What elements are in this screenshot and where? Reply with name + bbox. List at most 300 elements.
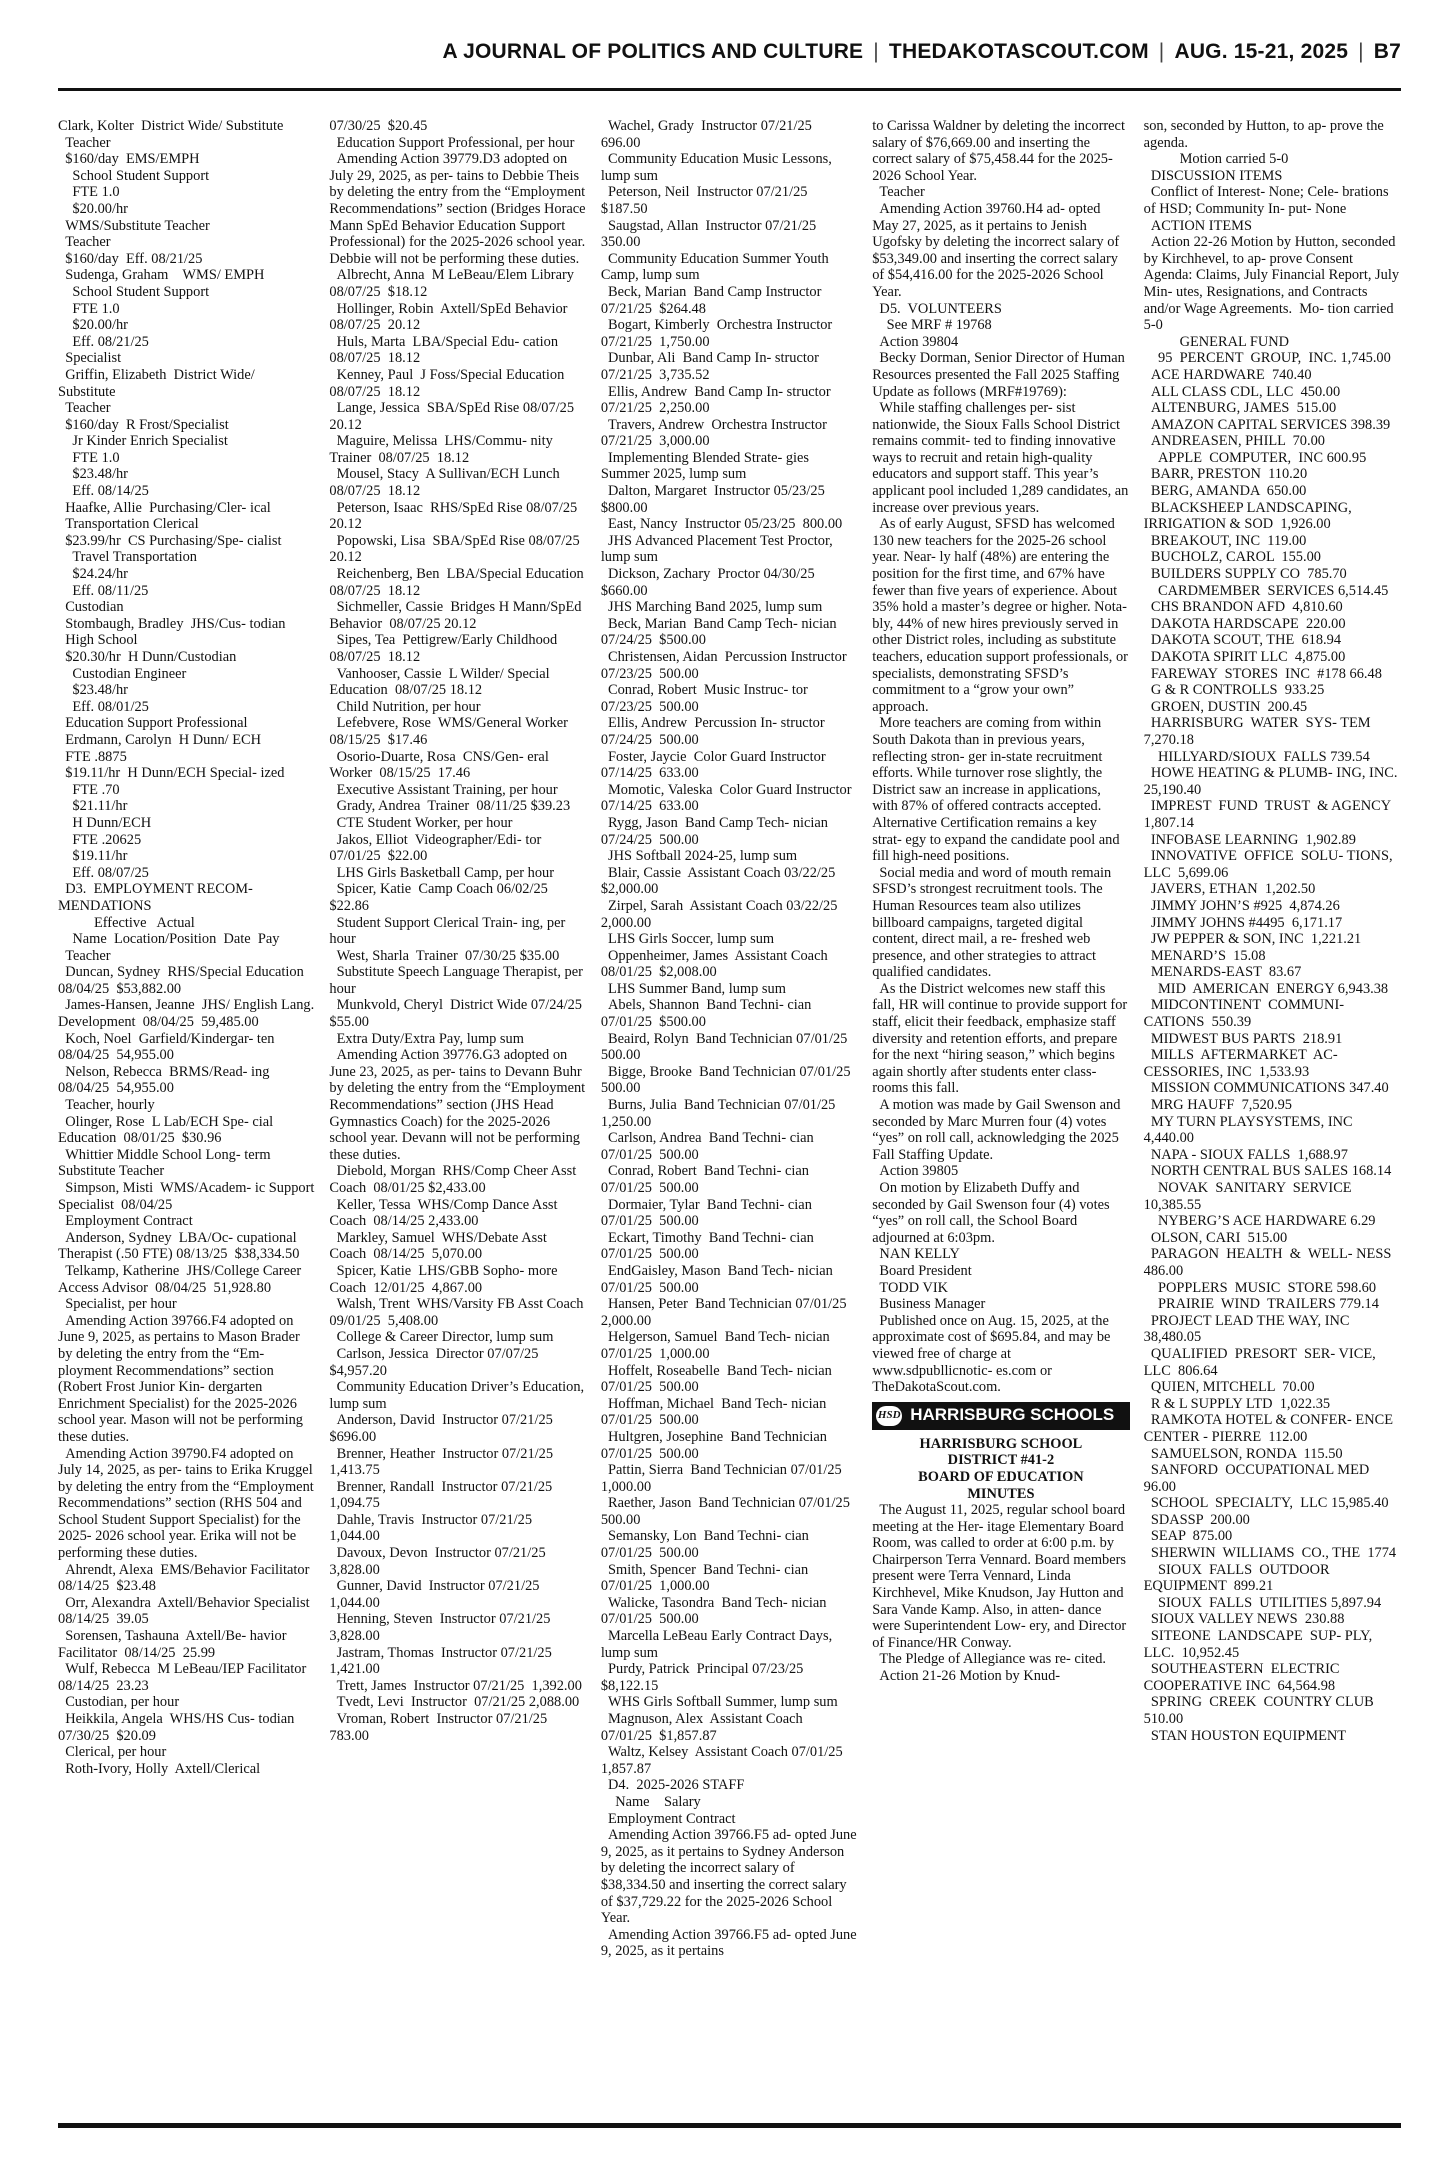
text-line: Carlson, Jessica Director 07/07/25 $4,957.20 <box>329 1345 546 1379</box>
text-line: QUIEN, MITCHELL 70.00 <box>1143 1379 1315 1396</box>
text-line: While staffing challenges per- sist nationwide, the Sioux Falls School District remains commit- ted to finding innovative ways to recruit and retain high-quality educators and support staff. This year’s applicant pool included 1,289 candidates, an increase over previous years. <box>872 400 1132 516</box>
heading-line: MINUTES <box>967 1485 1035 1502</box>
text-line: Spicer, Katie Camp Coach 06/02/25 $22.86 <box>329 881 556 914</box>
text-line: Beaird, Rolyn Band Technician 07/01/25 500.00 <box>600 1030 855 1064</box>
text-line: FTE .8875 <box>58 748 127 765</box>
text-line: MID AMERICAN ENERGY 6,943.38 <box>1143 980 1389 997</box>
logo-text: HARRISBURG SCHOOLS <box>910 1405 1115 1425</box>
text-line: Olinger, Rose L Lab/ECH Spe- cial Education 08/01/25 $30.96 <box>58 1113 277 1147</box>
text-line: SIOUX FALLS OUTDOOR EQUIPMENT 899.21 <box>1143 1561 1334 1595</box>
text-line: to Carissa Waldner by deleting the incorrect salary of $76,669.00 and inserting the correct salary of $75,458.44 for the 2025-2026 School Year. <box>872 118 1129 184</box>
text-line: Mousel, Stacy A Sullivan/ECH Lunch 08/07/25 18.12 <box>329 466 567 500</box>
text-line: Education Support Professional, per hour <box>329 134 575 151</box>
text-line: Executive Assistant Training, per hour <box>329 781 558 798</box>
text-line: College & Career Director, lump sum <box>329 1329 554 1346</box>
text-line: PARAGON HEALTH & WELL- NESS 486.00 <box>1143 1246 1399 1279</box>
text-line: Osorio-Duarte, Rosa CNS/Gen- eral Worker 08/15/25 17.46 <box>329 748 553 782</box>
text-line: H Dunn/ECH <box>58 814 152 831</box>
text-line: R & L SUPPLY LTD 1,022.35 <box>1143 1395 1331 1412</box>
text-line: G & R CONTROLLS 933.25 <box>1143 682 1325 699</box>
text-line: Specialist, per hour <box>58 1296 177 1313</box>
text-line: Abels, Shannon Band Techni- cian 07/01/25 $500.00 <box>600 997 819 1031</box>
text-line: JHS Softball 2024-25, lump sum <box>600 848 798 865</box>
text-line: 07/30/25 $20.45 <box>329 118 428 134</box>
text-line: MISSION COMMUNICATIONS 347.40 <box>1143 1080 1389 1097</box>
text-line: Action 22-26 Motion by Hutton, seconded by Kirchhevel, to ap- prove Consent Agenda: Claims, July Financial Report, July Min- utes, Resignations, and Contracts and/or Wage Agreements. Mo- tion carried 5-0 <box>1143 234 1403 334</box>
text-line: Wulf, Rebecca M LeBeau/IEP Facilitator 08/14/25 23.23 <box>58 1661 314 1694</box>
text-line: Child Nutrition, per hour <box>329 698 481 715</box>
text-line: LHS Girls Soccer, lump sum <box>600 931 775 948</box>
text-line: Nelson, Rebecca BRMS/Read- ing 08/04/25 54,955.00 <box>58 1063 277 1097</box>
text-line: Transportation Clerical <box>58 516 199 533</box>
text-line: School Student Support <box>58 167 210 184</box>
text-line: Sichmeller, Cassie Bridges H Mann/SpEd Behavior 08/07/25 20.12 <box>329 599 586 632</box>
text-line: MY TURN PLAYSYSTEMS, INC 4,440.00 <box>1143 1113 1357 1147</box>
text-line: Community Education Driver’s Education, lump sum <box>329 1379 588 1412</box>
text-line: Teacher <box>58 134 111 151</box>
text-line: GENERAL FUND <box>1143 333 1290 350</box>
text-line: Amending Action 39790.F4 adopted on July 14, 2025, as per- tains to Erika Kruggel by deleting the entry from the “Employment Recommendations” section (RHS 504 and School Student Support Specialist) for the 2025- 2026 school year. Erika will not be performing these duties. <box>58 1445 318 1562</box>
text-line: West, Sharla Trainer 07/30/25 $35.00 <box>329 947 560 964</box>
text-line: FTE .20625 <box>58 831 142 848</box>
text-line: As the District welcomes new staff this fall, HR will continue to provide support for staff, elicit their feedback, emphasize staff diversity and retention efforts, and prepare for the next “hiring season,” which begins again shortly after students enter class- rooms this fall. <box>872 980 1131 1097</box>
text-line: WHS Girls Softball Summer, lump sum <box>600 1694 838 1711</box>
columns <box>58 118 1405 2118</box>
text-line: Hultgren, Josephine Band Technician 07/01/25 500.00 <box>600 1428 835 1462</box>
text-line: BUILDERS SUPPLY CO 785.70 <box>1143 566 1347 583</box>
text-line: Koch, Noel Garfield/Kindergar- ten 08/04/25 54,955.00 <box>58 1030 282 1064</box>
column-3 <box>600 118 861 2118</box>
text-line: Name Location/Position Date Pay <box>58 931 280 948</box>
text-line: Davoux, Devon Instructor 07/21/25 3,828.00 <box>329 1545 553 1578</box>
text-line: Action 39804 <box>872 333 959 350</box>
text-line: Smith, Spencer Band Techni- cian 07/01/25 1,000.00 <box>600 1561 816 1595</box>
text-line: Eff. 08/07/25 <box>58 864 149 881</box>
text-line: $24.24/hr <box>58 566 128 583</box>
text-line: MENARD’S 15.08 <box>1143 947 1266 964</box>
text-line: $160/day R Frost/Specialist <box>58 416 229 433</box>
text-line: $20.30/hr H Dunn/Custodian <box>58 649 237 665</box>
text-line: NOVAK SANITARY SERVICE 10,385.55 <box>1143 1180 1356 1213</box>
text-line: Brenner, Randall Instructor 07/21/25 1,094.75 <box>329 1478 560 1512</box>
text-line: Spicer, Katie LHS/GBB Sopho- more Coach 12/01/25 4,867.00 <box>329 1262 562 1296</box>
text-line: Beck, Marian Band Camp Tech- nician 07/24/25 $500.00 <box>600 615 844 649</box>
text-line: Gunner, David Instructor 07/21/25 1,044.00 <box>329 1578 547 1611</box>
text-line: High School <box>58 632 138 649</box>
text-line: Custodian, per hour <box>58 1694 180 1711</box>
text-line: Action 21-26 Motion by Knud- <box>872 1668 1061 1685</box>
text-line: Clark, Kolter District Wide/ Substitute <box>58 118 284 134</box>
text-line: Diebold, Morgan RHS/Comp Cheer Asst Coach 08/01/25 $2,433.00 <box>329 1163 580 1196</box>
text-line: See MRF # 19768 <box>872 317 992 334</box>
text-line: D5. VOLUNTEERS <box>872 300 1002 317</box>
harrisburg-logo-bar <box>872 1402 1129 1430</box>
text-line: Clerical, per hour <box>58 1744 167 1761</box>
text-line: Dahle, Travis Instructor 07/21/25 1,044.00 <box>329 1511 540 1545</box>
text-line: Travel Transportation <box>58 549 197 566</box>
text-line: PROJECT LEAD THE WAY, INC 38,480.05 <box>1143 1312 1354 1346</box>
text-line: Foster, Jaycie Color Guard Instructor 07/14/25 633.00 <box>600 748 833 782</box>
text-line: Dormaier, Tylar Band Techni- cian 07/01/25 500.00 <box>600 1196 820 1230</box>
text-line: SANFORD OCCUPATIONAL MED 96.00 <box>1143 1462 1377 1495</box>
text-line: Dunbar, Ali Band Camp In- structor 07/21/25 3,735.52 <box>600 350 827 383</box>
text-line: Semansky, Lon Band Techni- cian 07/01/25 500.00 <box>600 1528 817 1562</box>
text-line: Simpson, Misti WMS/Academ- ic Support Specialist 08/04/25 <box>58 1180 318 1213</box>
text-line: Helgerson, Samuel Band Tech- nician 07/01/25 1,000.00 <box>600 1329 837 1362</box>
text-line: Teacher <box>58 234 111 251</box>
text-line: $23.99/hr CS Purchasing/Spe- cialist <box>58 532 282 549</box>
text-line: Tvedt, Levi Instructor 07/21/25 2,088.00 <box>329 1694 580 1711</box>
text-line: NAPA - SIOUX FALLS 1,688.97 <box>1143 1146 1348 1163</box>
text-line: Name Salary <box>600 1793 701 1810</box>
text-line: Waltz, Kelsey Assistant Coach 07/01/25 1,857.87 <box>600 1744 850 1777</box>
text-line: Blair, Cassie Assistant Coach 03/22/25 $2,000.00 <box>600 864 843 898</box>
text-line: Business Manager <box>872 1296 986 1313</box>
text-line: JIMMY JOHN’S #925 4,874.26 <box>1143 897 1340 914</box>
text-line: SPRING CREEK COUNTRY CLUB 510.00 <box>1143 1694 1381 1727</box>
text-line: Peterson, Neil Instructor 07/21/25 $187.50 <box>600 184 815 217</box>
text-line: As of early August, SFSD has welcomed 130 new teachers for the 2025-26 school year. Near- ly half (48%) are entering the position for the first time, and 67% have fewer than five years of experience. About 35% hold a master’s degree or higher. Nota- bly, 44% of new hires previously served in other District roles, including as substitute teachers, education support professionals, or specialists, demonstrating SFSD’s commitment to a “grow your own” approach. <box>872 516 1132 715</box>
text-line: Lange, Jessica SBA/SpEd Rise 08/07/25 20.12 <box>329 400 582 433</box>
text-line: Community Education Music Lessons, lump sum <box>600 151 836 184</box>
text-line: Extra Duty/Extra Pay, lump sum <box>329 1030 524 1047</box>
text-line: Trett, James Instructor 07/21/25 1,392.00 <box>329 1677 582 1694</box>
text-line: IMPREST FUND TRUST & AGENCY 1,807.14 <box>1143 798 1398 831</box>
text-line: $20.00/hr <box>58 200 128 217</box>
text-line: JHS Marching Band 2025, lump sum <box>600 599 823 616</box>
hsd-logo-icon: HSD <box>876 1406 902 1426</box>
text-line: Teacher <box>58 400 111 417</box>
text-line: SEAP 875.00 <box>1143 1528 1233 1545</box>
text-line: Amending Action 39779.D3 adopted on July 29, 2025, as per- tains to Debbie Theis by deleting the entry from the “Employment Recommendations” section (Bridges Horace Mann SpEd Behavior Education Support Professional) for the 2025-2026 school year. Debbie will not be performing these duties. <box>329 151 590 267</box>
text-line: Wachel, Grady Instructor 07/21/25 696.00 <box>600 118 820 151</box>
text-line: Hollinger, Robin Axtell/SpEd Behavior 08/07/25 20.12 <box>329 300 575 334</box>
text-line: Conrad, Robert Band Techni- cian 07/01/25 500.00 <box>600 1163 817 1196</box>
text-line: Rygg, Jason Band Camp Tech- nician 07/24/25 500.00 <box>600 814 836 848</box>
text-line: Roth-Ivory, Holly Axtell/Clerical <box>58 1760 261 1777</box>
text-line: 95 PERCENT GROUP, INC. 1,745.00 <box>1143 350 1391 367</box>
text-line: Eckart, Timothy Band Techni- cian 07/01/25 500.00 <box>600 1229 821 1263</box>
column-4 <box>872 118 1132 2118</box>
text-line: FTE .70 <box>58 781 120 798</box>
text-line: On motion by Elizabeth Duffy and seconded by Gail Swenson four (4) votes “yes” on roll call, the School Board adjourned at 6:03pm. <box>872 1180 1114 1246</box>
text-line: JW PEPPER & SON, INC 1,221.21 <box>1143 931 1362 948</box>
text-line: Christensen, Aidan Percussion Instructor 07/23/25 500.00 <box>600 649 854 682</box>
text-line: Haafke, Allie Purchasing/Cler- ical <box>58 499 271 516</box>
text-line: Orr, Alexandra Axtell/Behavior Specialist 08/14/25 39.05 <box>58 1594 317 1628</box>
text-line: HILLYARD/SIOUX FALLS 739.54 <box>1143 748 1370 765</box>
column-2 <box>329 118 591 2118</box>
text-line: Substitute Speech Language Therapist, per hour <box>329 964 587 997</box>
text-line: Board President <box>872 1262 972 1279</box>
text-line: ALL CLASS CDL, LLC 450.00 <box>1143 383 1341 400</box>
text-line: Conrad, Robert Music Instruc- tor 07/23/25 500.00 <box>600 682 816 715</box>
text-line: Travers, Andrew Orchestra Instructor 07/21/25 3,000.00 <box>600 416 835 450</box>
text-line: HOWE HEATING & PLUMB- ING, INC. 25,190.40 <box>1143 765 1405 798</box>
text-line: Eff. 08/11/25 <box>58 582 149 599</box>
text-line: Popowski, Lisa SBA/SpEd Rise 08/07/25 20.12 <box>329 532 587 566</box>
text-line: Specialist <box>58 350 122 367</box>
text-line: $160/day Eff. 08/21/25 <box>58 250 203 267</box>
text-line: $20.00/hr <box>58 317 128 334</box>
text-line: Community Education Summer Youth Camp, lump sum <box>600 250 833 284</box>
text-line: Hoffman, Michael Band Tech- nician 07/01/25 500.00 <box>600 1395 834 1429</box>
text-line: Huls, Marta LBA/Special Edu- cation 08/07/25 18.12 <box>329 333 566 367</box>
text-line: Beck, Marian Band Camp Instructor 07/21/25 $264.48 <box>600 283 829 317</box>
text-line: BARR, PRESTON 110.20 <box>1143 466 1308 483</box>
text-line: JIMMY JOHNS #4495 6,171.17 <box>1143 914 1343 931</box>
text-line: AMAZON CAPITAL SERVICES 398.39 <box>1143 416 1391 433</box>
text-line: Hansen, Peter Band Technician 07/01/25 2,000.00 <box>600 1296 854 1329</box>
text-line: Vroman, Robert Instructor 07/21/25 783.00 <box>329 1711 555 1744</box>
text-line: DISCUSSION ITEMS <box>1143 167 1283 184</box>
column-4-bottom <box>872 1502 1129 1685</box>
text-line: Sorensen, Tashauna Axtell/Be- havior Facilitator 08/14/25 25.99 <box>58 1628 291 1661</box>
text-line: Jastram, Thomas Instructor 07/21/25 1,421.00 <box>329 1644 559 1678</box>
text-line: Heikkila, Angela WHS/HS Cus- todian 07/30/25 $20.09 <box>58 1711 302 1744</box>
text-line: FTE 1.0 <box>58 184 120 201</box>
text-line: Magnuson, Alex Assistant Coach 07/01/25 $1,857.87 <box>600 1711 810 1744</box>
text-line: Employment Contract <box>58 1213 193 1230</box>
text-line: Walsh, Trent WHS/Varsity FB Asst Coach 09/01/25 5,408.00 <box>329 1296 591 1329</box>
text-line: Implementing Blended Strate- gies Summer 2025, lump sum <box>600 449 813 483</box>
text-line: SDASSP 200.00 <box>1143 1511 1250 1528</box>
text-line: NORTH CENTRAL BUS SALES 168.14 <box>1143 1163 1392 1180</box>
text-line: Carlson, Andrea Band Techni- cian 07/01/25 500.00 <box>600 1130 821 1163</box>
text-line: Conflict of Interest- None; Cele- brations of HSD; Community In- put- None <box>1143 184 1393 217</box>
text-line: MRG HAUFF 7,520.95 <box>1143 1097 1292 1114</box>
text-line: GROEN, DUSTIN 200.45 <box>1143 698 1308 715</box>
text-line: RAMKOTA HOTEL & CONFER- ENCE CENTER - PIERRE 112.00 <box>1143 1412 1397 1445</box>
text-line: Eff. 08/21/25 <box>58 333 149 350</box>
text-line: FTE 1.0 <box>58 300 120 317</box>
separator: | <box>873 40 879 63</box>
text-line: School Student Support <box>58 283 210 300</box>
text-line: DAKOTA SCOUT, THE 618.94 <box>1143 632 1342 649</box>
text-line: JAVERS, ETHAN 1,202.50 <box>1143 881 1316 898</box>
separator: | <box>1158 40 1165 63</box>
text-line: Teacher <box>872 184 925 201</box>
text-line: Marcella LeBeau Early Contract Days, lump sum <box>600 1628 836 1661</box>
text-line: SOUTHEASTERN ELECTRIC COOPERATIVE INC 64,564.98 <box>1143 1661 1344 1694</box>
issue-date: AUG. 15-21, 2025 <box>1174 40 1349 63</box>
text-line: ALTENBURG, JAMES 515.00 <box>1143 400 1337 417</box>
text-line: MILLS AFTERMARKET AC- CESSORIES, INC 1,533.93 <box>1143 1047 1342 1080</box>
column-1 <box>58 118 318 2118</box>
text-line: son, seconded by Hutton, to ap- prove the agenda. <box>1143 118 1388 151</box>
text-line: TODD VIK <box>872 1279 949 1296</box>
text-line: ACTION ITEMS <box>1143 217 1252 234</box>
text-line: LHS Girls Basketball Camp, per hour <box>329 864 555 881</box>
text-line: Custodian <box>58 599 124 616</box>
text-line: LHS Summer Band, lump sum <box>600 980 786 997</box>
site-name: THEDAKOTASCOUT.COM <box>888 40 1149 63</box>
text-line: HARRISBURG WATER SYS- TEM 7,270.18 <box>1143 715 1378 748</box>
page-masthead <box>60 40 1401 80</box>
text-line: Griffin, Elizabeth District Wide/ Substitute <box>58 366 259 400</box>
text-line: CHS BRANDON AFD 4,810.60 <box>1143 599 1343 616</box>
text-line: DAKOTA HARDSCAPE 220.00 <box>1143 615 1346 632</box>
text-line: Zirpel, Sarah Assistant Coach 03/22/25 2,000.00 <box>600 897 845 931</box>
heading-line: BOARD OF EDUCATION <box>918 1468 1084 1485</box>
text-line: Becky Dorman, Senior Director of Human Resources presented the Fall 2025 Staffing Update as follows (MRF#19769): <box>872 350 1129 400</box>
text-line: Maguire, Melissa LHS/Commu- nity Trainer 08/07/25 18.12 <box>329 433 557 466</box>
separator: | <box>1358 40 1364 63</box>
text-line: Eff. 08/14/25 <box>58 483 149 500</box>
text-line: Saugstad, Allan Instructor 07/21/25 350.00 <box>600 217 824 251</box>
text-line: Amending Action 39766.F5 ad- opted June 9, 2025, as it pertains to Sydney Anderson by deleting the incorrect salary of $38,334.50 and inserting the correct salary of $37,729.22 for the 2025-2026 School Year. <box>600 1827 861 1927</box>
text-line: Oppenheimer, James Assistant Coach 08/01/25 $2,008.00 <box>600 947 835 981</box>
text-line: Teacher <box>58 947 111 964</box>
text-line: Action 39805 <box>872 1163 959 1180</box>
text-line: $23.48/hr <box>58 682 128 699</box>
text-line: $21.11/hr <box>58 798 128 815</box>
text-line: MIDWEST BUS PARTS 218.91 <box>1143 1030 1343 1047</box>
heading-line: HARRISBURG SCHOOL <box>919 1435 1083 1452</box>
page-number: B7 <box>1373 40 1401 63</box>
text-line: $160/day EMS/EMPH <box>58 151 200 168</box>
text-line: Bogart, Kimberly Orchestra Instructor 07/21/25 1,750.00 <box>600 317 840 350</box>
text-line: Telkamp, Katherine JHS/College Career Access Advisor 08/04/25 51,928.80 <box>58 1262 304 1296</box>
text-line: ACE HARDWARE 740.40 <box>1143 366 1312 383</box>
text-line: SAMUELSON, RONDA 115.50 <box>1143 1445 1343 1462</box>
heading-line: DISTRICT #41-2 <box>947 1452 1055 1469</box>
text-line: STAN HOUSTON EQUIPMENT <box>1143 1727 1347 1744</box>
text-line: SIOUX VALLEY NEWS 230.88 <box>1143 1611 1345 1628</box>
text-line: Vanhooser, Cassie L Wilder/ Special Education 08/07/25 18.12 <box>329 665 554 699</box>
column-5 <box>1143 118 1405 2118</box>
text-line: James-Hansen, Jeanne JHS/ English Lang. Development 08/04/25 59,485.00 <box>58 997 318 1031</box>
text-line: Henning, Steven Instructor 07/21/25 3,828.00 <box>329 1611 558 1645</box>
text-line: Raether, Jason Band Technician 07/01/25 500.00 <box>600 1495 858 1528</box>
text-line: FAREWAY STORES INC #178 66.48 <box>1143 665 1382 682</box>
text-line: Education Support Professional <box>58 715 248 732</box>
text-line: Kenney, Paul J Foss/Special Education 08/07/25 18.12 <box>329 366 572 400</box>
text-line: BREAKOUT, INC 119.00 <box>1143 532 1307 549</box>
text-line: Markley, Samuel WHS/Debate Asst Coach 08/14/25 5,070.00 <box>329 1229 551 1263</box>
text-line: APPLE COMPUTER, INC 600.95 <box>1143 449 1367 466</box>
text-line: Employment Contract <box>600 1810 736 1827</box>
text-line: Erdmann, Carolyn H Dunn/ ECH <box>58 731 262 748</box>
text-line: NYBERG’S ACE HARDWARE 6.29 <box>1143 1213 1376 1230</box>
text-line: INNOVATIVE OFFICE SOLU- TIONS, LLC 5,699.06 <box>1143 848 1397 881</box>
text-line: Ellis, Andrew Band Camp In- structor 07/21/25 2,250.00 <box>600 383 838 417</box>
text-line: Published once on Aug. 15, 2025, at the approximate cost of $695.84, and may be viewed free of charge at www.sdpubllicnotic- es.com or TheDakotaScout.com. <box>872 1312 1115 1396</box>
text-line: Walicke, Tasondra Band Tech- nician 07/01/25 500.00 <box>600 1594 834 1628</box>
text-line: Hoffelt, Roseabelle Band Tech- nician 07/01/25 500.00 <box>600 1362 840 1396</box>
text-line: Ahrendt, Alexa EMS/Behavior Facilitator 08/14/25 $23.48 <box>58 1561 317 1595</box>
text-line: Dalton, Margaret Instructor 05/23/25 $800.00 <box>600 483 832 516</box>
text-line: Teacher, hourly <box>58 1097 155 1114</box>
text-line: Sipes, Tea Pettigrew/Early Childhood 08/07/25 18.12 <box>329 632 565 665</box>
text-line: SITEONE LANDSCAPE SUP- PLY, LLC. 10,952.45 <box>1143 1628 1376 1661</box>
text-line: Amending Action 39766.F4 adopted on June 9, 2025, as pertains to Mason Brader by deleting the entry from the “Em- ployment Recommendations” section (Robert Frost Junior Kin- dergarten Enrichment Specialist) for the 2025-2026 school year. Mason will not be performing these duties. <box>58 1312 307 1445</box>
text-line: Momotic, Valeska Color Guard Instructor 07/14/25 633.00 <box>600 781 859 815</box>
section-title: A JOURNAL OF POLITICS AND CULTURE <box>442 40 864 63</box>
text-line: Custodian Engineer <box>58 665 187 682</box>
text-line: D4. 2025-2026 STAFF <box>600 1777 745 1794</box>
text-line: Anderson, David Instructor 07/21/25 $696.00 <box>329 1412 561 1445</box>
text-line: WMS/Substitute Teacher <box>58 217 210 234</box>
text-line: Reichenberg, Ben LBA/Special Education 08/07/25 18.12 <box>329 566 591 599</box>
text-line: A motion was made by Gail Swenson and seconded by Marc Murren four (4) votes “yes” on roll call, acknowledging the 2025 Fall Staffing Update. <box>872 1097 1125 1163</box>
minutes-heading <box>872 1436 1129 1502</box>
text-line: MENARDS-EAST 83.67 <box>1143 964 1302 981</box>
text-line: Dickson, Zachary Proctor 04/30/25 $660.00 <box>600 566 822 599</box>
top-rule <box>58 88 1401 91</box>
text-line: MIDCONTINENT COMMUNI- CATIONS 550.39 <box>1143 997 1348 1031</box>
text-line: DAKOTA SPIRIT LLC 4,875.00 <box>1143 649 1346 665</box>
text-line: BLACKSHEEP LANDSCAPING, IRRIGATION & SOD 1,926.00 <box>1143 499 1356 533</box>
column-4-top <box>872 118 1132 1396</box>
text-line: $19.11/hr <box>58 848 128 865</box>
text-line: The August 11, 2025, regular school board meeting at the Her- itage Elementary Board Room, was called to order at 6:00 p.m. by Chairperson Terra Vennard. Board members present were Terra Vennard, Linda Kirchhevel, Mike Knudson, Jay Hutton and Sara Vande Kamp. Also, in atten- dance were Superintendent Low- ery, and Director of Finance/HR Conway. <box>872 1502 1130 1651</box>
text-line: OLSON, CARI 515.00 <box>1143 1229 1288 1246</box>
text-line: QUALIFIED PRESORT SER- VICE, LLC 806.64 <box>1143 1345 1380 1379</box>
text-line: Keller, Tessa WHS/Comp Dance Asst Coach 08/14/25 2,433.00 <box>329 1196 562 1230</box>
text-line: $23.48/hr <box>58 466 128 483</box>
text-line: The Pledge of Allegiance was re- cited. <box>872 1651 1106 1668</box>
text-line: More teachers are coming from within South Dakota than in previous years, reflecting stron- ger in-state recruitment efforts. While turnover rose slightly, the District saw an increase in applications, with 87% of offered contracts accepted. Alternative Certification remains a key strat- egy to expand the candidate pool and fill high-need positions. <box>872 715 1124 865</box>
text-line: Ellis, Andrew Percussion In- structor 07/24/25 500.00 <box>600 715 832 748</box>
text-line: Duncan, Sydney RHS/Special Education 08/04/25 $53,882.00 <box>58 964 312 997</box>
text-line: Amending Action 39766.F5 ad- opted June 9, 2025, as it pertains <box>600 1926 861 1960</box>
text-line: Grady, Andrea Trainer 08/11/25 $39.23 <box>329 798 571 815</box>
text-line: D3. EMPLOYMENT RECOM- MENDATIONS <box>58 881 257 914</box>
text-line: Motion carried 5-0 <box>1143 151 1289 168</box>
text-line: Burns, Julia Band Technician 07/01/25 1,250.00 <box>600 1097 843 1130</box>
text-line: PRAIRIE WIND TRAILERS 779.14 <box>1143 1296 1379 1313</box>
bottom-rule <box>58 2123 1401 2128</box>
text-line: Stombaugh, Bradley JHS/Cus- todian <box>58 615 286 632</box>
text-line: SCHOOL SPECIALTY, LLC 15,985.40 <box>1143 1495 1389 1512</box>
text-line: EndGaisley, Mason Band Tech- nician 07/01/25 500.00 <box>600 1262 841 1296</box>
text-line: Brenner, Heather Instructor 07/21/25 1,413.75 <box>329 1445 561 1479</box>
text-line: East, Nancy Instructor 05/23/25 800.00 <box>600 516 843 533</box>
text-line: $19.11/hr H Dunn/ECH Special- ized <box>58 765 285 782</box>
text-line: CARDMEMBER SERVICES 6,514.45 <box>1143 582 1389 599</box>
text-line: Student Support Clerical Train- ing, per hour <box>329 914 569 948</box>
text-line: Social media and word of mouth remain SFSD’s strongest recruitment tools. The Human Resources team also utilizes billboard campaigns, targeted digital content, direct mail, a re- freshed web presence, and other strategies to attract qualified candidates. <box>872 864 1115 981</box>
text-line: POPPLERS MUSIC STORE 598.60 <box>1143 1279 1377 1296</box>
text-line: CTE Student Worker, per hour <box>329 814 513 831</box>
text-line: Purdy, Patrick Principal 07/23/25 $8,122.15 <box>600 1661 811 1694</box>
text-line: Jr Kinder Enrich Specialist <box>58 433 228 450</box>
text-line: Peterson, Isaac RHS/SpEd Rise 08/07/25 20.12 <box>329 499 585 533</box>
text-line: Albrecht, Anna M LeBeau/Elem Library 08/07/25 $18.12 <box>329 267 582 300</box>
text-line: JHS Advanced Placement Test Proctor, lump sum <box>600 532 837 566</box>
text-line: Amending Action 39760.H4 ad- opted May 27, 2025, as it pertains to Jenish Ugofsky by deleting the incorrect salary of $53,349.00 and inserting the correct salary of $54,416.00 for the 2025-2026 School Year. <box>872 200 1123 300</box>
text-line: Jakos, Elliot Videographer/Edi- tor 07/01/25 $22.00 <box>329 831 549 865</box>
text-line: Effective Actual <box>58 914 195 931</box>
text-line: BUCHOLZ, CAROL 155.00 <box>1143 549 1321 566</box>
text-line: Whittier Middle School Long- term Substitute Teacher <box>58 1146 275 1180</box>
text-line: Anderson, Sydney LBA/Oc- cupational Therapist (.50 FTE) 08/13/25 $38,334.50 <box>58 1229 300 1263</box>
text-line: Lefebvere, Rose WMS/General Worker 08/15/25 $17.46 <box>329 715 576 748</box>
text-line: INFOBASE LEARNING 1,902.89 <box>1143 831 1356 848</box>
text-line: Bigge, Brooke Band Technician 07/01/25 500.00 <box>600 1063 858 1097</box>
text-line: SIOUX FALLS UTILITIES 5,897.94 <box>1143 1594 1382 1611</box>
text-line: FTE 1.0 <box>58 449 120 466</box>
text-line: Pattin, Sierra Band Technician 07/01/25 1,000.00 <box>600 1462 849 1495</box>
text-line: SHERWIN WILLIAMS CO., THE 1774 <box>1143 1545 1397 1562</box>
text-line: Munkvold, Cheryl District Wide 07/24/25 $55.00 <box>329 997 590 1031</box>
text-line: ANDREASEN, PHILL 70.00 <box>1143 433 1325 450</box>
text-line: Sudenga, Graham WMS/ EMPH <box>58 267 265 284</box>
text-line: BERG, AMANDA 650.00 <box>1143 483 1307 500</box>
text-line: Eff. 08/01/25 <box>58 698 149 715</box>
text-line: NAN KELLY <box>872 1246 960 1263</box>
